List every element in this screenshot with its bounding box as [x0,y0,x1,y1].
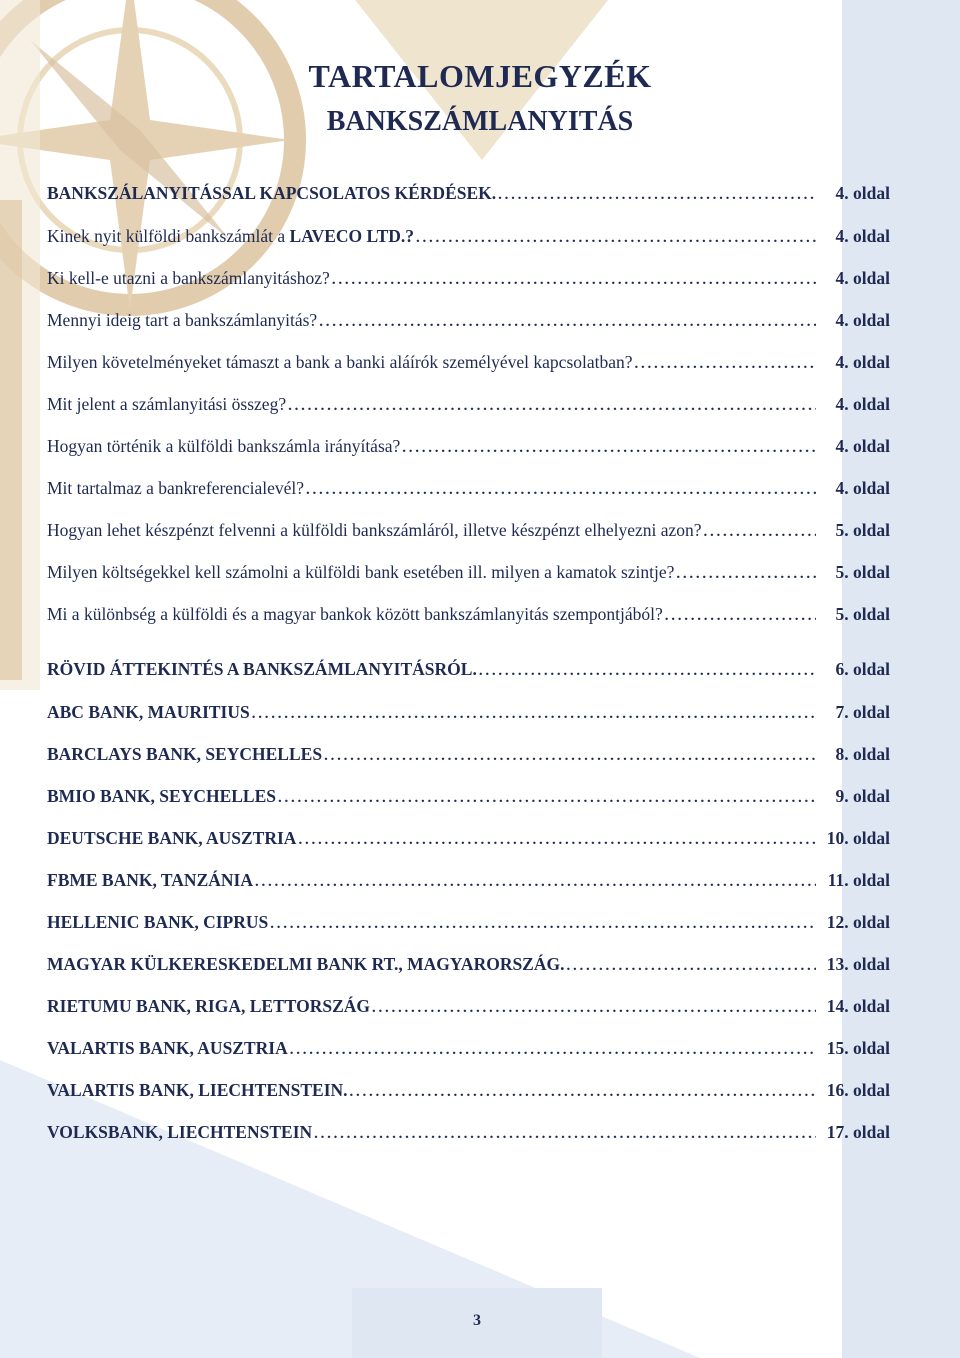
dot-leader [479,657,816,683]
toc-entry-label: VOLKSBANK, LIECHTENSTEIN [47,1122,313,1142]
toc-entry-page: 11. oldal [827,870,890,890]
dot-leader [402,434,816,460]
page-number: 3 [473,1312,481,1329]
toc-entry-page: 14. oldal [826,996,890,1016]
toc-entry[interactable] [47,994,890,1018]
toc-entry-page: 4. oldal [835,183,890,203]
toc-entry-page: 13. oldal [826,954,890,974]
toc-entry-label: BANKSZÁLANYITÁSSAL KAPCSOLATOS KÉRDÉSEK. [47,183,497,203]
toc-entry-label: Ki kell-e utazni a bankszámlanyitáshoz? [47,268,330,288]
toc-entry-label: Hogyan lehet készpénzt felvenni a külföldi bankszámláról, illetve készpénzt elhelyezni azon? [47,520,702,540]
toc-entry-page: 4. oldal [835,436,890,456]
toc-entry-label: Mi a különbség a külföldi és a magyar bankok között bankszámlanyitás szempontjából? [47,604,663,624]
toc-entry-label: Milyen követelményeket támaszt a bank a banki aláírók személyével kapcsolatban? [47,352,633,372]
dot-leader [498,181,816,207]
toc-entry[interactable] [47,826,890,850]
toc-entry[interactable] [47,1078,890,1102]
dot-leader [324,742,816,768]
dot-leader [270,910,816,936]
dot-leader [416,224,816,250]
toc-entry[interactable] [47,952,890,976]
toc-entry[interactable] [47,518,890,542]
toc-entry-page: 7. oldal [835,702,890,722]
dot-leader [306,476,816,502]
toc-entry[interactable] [47,308,890,332]
dot-leader [332,266,816,292]
toc-entry[interactable] [47,1120,890,1144]
toc-entry-page: 4. oldal [835,226,890,246]
dot-leader [676,560,816,586]
toc-entry-label: Mit tartalmaz a bankreferencialevél? [47,478,304,498]
toc-entry[interactable] [47,266,890,290]
dot-leader [252,700,816,726]
dot-leader [288,392,816,418]
toc-entry[interactable] [47,868,890,892]
toc-entry[interactable] [47,476,890,500]
toc-entry[interactable] [47,1036,890,1060]
toc-entry-label: HELLENIC BANK, CIPRUS [47,912,269,932]
toc-entry-page: 9. oldal [835,786,890,806]
toc-entry-page: 5. oldal [835,520,890,540]
toc-entry[interactable] [47,560,890,584]
dot-leader [319,308,816,334]
toc-entry-label: DEUTSCHE BANK, AUSZTRIA [47,828,297,848]
toc-entry[interactable] [47,602,890,626]
dot-leader [255,868,816,894]
toc-entry[interactable] [47,784,890,808]
toc-entry-page: 16. oldal [826,1080,890,1100]
toc-entry[interactable] [47,181,890,205]
toc-entry-page: 5. oldal [835,562,890,582]
toc-entry[interactable] [47,350,890,374]
toc-entry-page: 17. oldal [826,1122,890,1142]
toc-entry-page: 8. oldal [835,744,890,764]
toc-entry-label: VALARTIS BANK, AUSZTRIA [47,1038,288,1058]
dot-leader [298,826,816,852]
dot-leader [635,350,816,376]
toc-entry-page: 10. oldal [826,828,890,848]
toc-entry-label: Mennyi ideig tart a bankszámlanyitás? [47,310,318,330]
dot-leader [665,602,816,628]
toc-entry[interactable] [47,700,890,724]
toc-entry[interactable] [47,434,890,458]
toc-entry-page: 5. oldal [835,604,890,624]
toc-entry-label: FBME BANK, TANZÁNIA [47,870,253,890]
dot-leader [372,994,816,1020]
dot-leader [314,1120,816,1146]
toc-entry-page: 4. oldal [835,352,890,372]
toc-entry[interactable] [47,392,890,416]
toc-entry-label: ABC BANK, MAURITIUS [47,702,250,722]
toc-entry-label: Milyen költségekkel kell számolni a külföldi bank esetében ill. milyen a kamatok szintje? [47,562,675,582]
dot-leader [704,518,816,544]
toc-entry-label: RÖVID ÁTTEKINTÉS A BANKSZÁMLANYITÁSRÓL. [47,659,477,679]
toc-entry-label: VALARTIS BANK, LIECHTENSTEIN. [47,1080,348,1100]
toc-entry-page: 12. oldal [826,912,890,932]
toc-entry-label: Kinek nyit külföldi bankszámlát a LAVECO LTD.? [47,226,415,246]
dot-leader [350,1078,816,1104]
toc-entry-label: RIETUMU BANK, RIGA, LETTORSZÁG [47,996,370,1016]
toc-entry[interactable] [47,657,890,681]
page-title: TARTALOMJEGYZÉK [308,58,652,94]
toc-entry-label: Mit jelent a számlanyitási összeg? [47,394,287,414]
page-number-box [352,1288,602,1358]
toc-entry-label: MAGYAR KÜLKERESKEDELMI BANK RT., MAGYARORSZÁG. [47,954,565,974]
toc-entry-page: 6. oldal [835,659,890,679]
toc-entry-page: 4. oldal [835,268,890,288]
toc-entry-label: BMIO BANK, SEYCHELLES [47,786,277,806]
toc-entry-page: 15. oldal [826,1038,890,1058]
toc-entry[interactable] [47,742,890,766]
toc-entry-page: 4. oldal [835,310,890,330]
dot-leader [566,952,816,978]
toc-entry[interactable] [47,910,890,934]
dot-leader [290,1036,816,1062]
dot-leader [278,784,816,810]
toc-entry[interactable] [47,224,890,248]
toc-entry-label: Hogyan történik a külföldi bankszámla irányítása? [47,436,401,456]
toc-entry-page: 4. oldal [835,478,890,498]
toc-entry-page: 4. oldal [835,394,890,414]
page-subtitle: BANKSZÁMLANYITÁS [326,106,634,137]
toc-entry-label: BARCLAYS BANK, SEYCHELLES [47,744,323,764]
